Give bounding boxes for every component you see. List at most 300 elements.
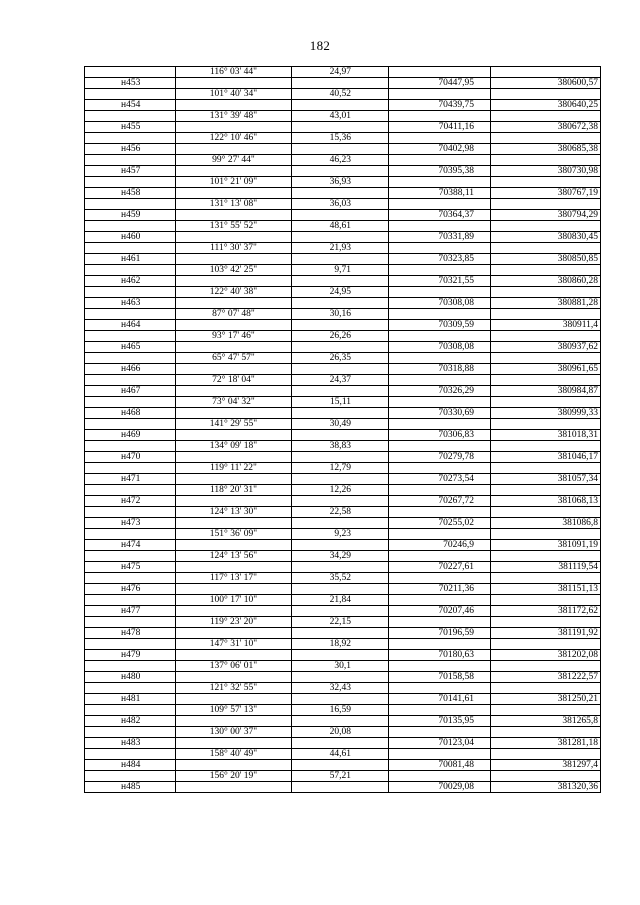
point-name-cell: н456 [85, 144, 176, 155]
point-row [85, 78, 601, 89]
point-name-cell: н484 [85, 760, 176, 771]
angle-cell-empty [176, 100, 292, 111]
angle-cell: 65° 47' 57" [176, 353, 292, 364]
point-name-cell: н454 [85, 100, 176, 111]
point-cell-empty [85, 529, 176, 540]
point-cell-empty [85, 683, 176, 694]
y-coordinate-cell: 381297,4 [491, 760, 601, 771]
y-cell-empty [491, 111, 601, 122]
angle-cell-empty [176, 782, 292, 793]
length-cell-empty [292, 782, 389, 793]
point-name-cell: н476 [85, 584, 176, 595]
x-coordinate-cell: 70331,89 [389, 232, 491, 243]
length-cell: 24,37 [292, 375, 389, 386]
y-coordinate-cell: 381151,13 [491, 584, 601, 595]
x-coordinate-cell: 70364,37 [389, 210, 491, 221]
x-cell-empty [389, 419, 491, 430]
x-cell-empty [389, 705, 491, 716]
angle-cell: 130° 00' 37" [176, 727, 292, 738]
length-cell: 22,15 [292, 617, 389, 628]
angle-cell: 134° 09' 18" [176, 441, 292, 452]
angle-cell-empty [176, 518, 292, 529]
x-coordinate-cell: 70279,78 [389, 452, 491, 463]
length-cell-empty [292, 210, 389, 221]
y-cell-empty [491, 265, 601, 276]
y-coordinate-cell: 381250,21 [491, 694, 601, 705]
angle-cell: 117° 13' 17" [176, 573, 292, 584]
angle-cell-empty [176, 122, 292, 133]
point-row [85, 694, 601, 705]
x-coordinate-cell: 70207,46 [389, 606, 491, 617]
y-cell-empty [491, 199, 601, 210]
y-cell-empty [491, 639, 601, 650]
segment-row [85, 353, 601, 364]
length-cell: 18,92 [292, 639, 389, 650]
x-cell-empty [389, 485, 491, 496]
point-row [85, 452, 601, 463]
point-name-cell: н463 [85, 298, 176, 309]
length-cell: 15,11 [292, 397, 389, 408]
x-coordinate-cell: 70135,95 [389, 716, 491, 727]
y-coordinate-cell: 380937,62 [491, 342, 601, 353]
segment-row [85, 331, 601, 342]
x-coordinate-cell: 70267,72 [389, 496, 491, 507]
angle-cell: 116° 03' 44" [176, 67, 292, 78]
length-cell-empty [292, 452, 389, 463]
y-coordinate-cell: 380961,65 [491, 364, 601, 375]
length-cell: 24,97 [292, 67, 389, 78]
length-cell-empty [292, 166, 389, 177]
y-coordinate-cell: 380984,87 [491, 386, 601, 397]
length-cell: 21,84 [292, 595, 389, 606]
angle-cell-empty [176, 452, 292, 463]
angle-cell: 121° 32' 55" [176, 683, 292, 694]
point-row [85, 584, 601, 595]
point-cell-empty [85, 67, 176, 78]
length-cell-empty [292, 562, 389, 573]
segment-row [85, 309, 601, 320]
angle-cell-empty [176, 672, 292, 683]
x-coordinate-cell: 70246,9 [389, 540, 491, 551]
angle-cell: 131° 55' 52" [176, 221, 292, 232]
angle-cell: 87° 07' 48" [176, 309, 292, 320]
point-cell-empty [85, 177, 176, 188]
segment-row [85, 595, 601, 606]
point-name-cell: н483 [85, 738, 176, 749]
x-cell-empty [389, 551, 491, 562]
length-cell: 12,26 [292, 485, 389, 496]
length-cell: 15,36 [292, 133, 389, 144]
x-cell-empty [389, 265, 491, 276]
y-cell-empty [491, 595, 601, 606]
x-coordinate-cell: 70255,02 [389, 518, 491, 529]
segment-row [85, 749, 601, 760]
segment-row [85, 133, 601, 144]
point-name-cell: н480 [85, 672, 176, 683]
y-cell-empty [491, 441, 601, 452]
x-coordinate-cell: 70158,58 [389, 672, 491, 683]
y-coordinate-cell: 380999,33 [491, 408, 601, 419]
length-cell: 30,1 [292, 661, 389, 672]
length-cell-empty [292, 672, 389, 683]
length-cell-empty [292, 628, 389, 639]
x-cell-empty [389, 463, 491, 474]
x-cell-empty [389, 111, 491, 122]
point-row [85, 408, 601, 419]
angle-cell-empty [176, 78, 292, 89]
angle-cell-empty [176, 628, 292, 639]
x-cell-empty [389, 771, 491, 782]
length-cell: 30,16 [292, 309, 389, 320]
point-row [85, 188, 601, 199]
length-cell: 44,61 [292, 749, 389, 760]
x-cell-empty [389, 353, 491, 364]
length-cell-empty [292, 298, 389, 309]
angle-cell: 93° 17' 46" [176, 331, 292, 342]
x-coordinate-cell: 70309,59 [389, 320, 491, 331]
y-cell-empty [491, 551, 601, 562]
length-cell-empty [292, 320, 389, 331]
y-cell-empty [491, 331, 601, 342]
length-cell-empty [292, 738, 389, 749]
y-coordinate-cell: 381018,31 [491, 430, 601, 441]
point-cell-empty [85, 727, 176, 738]
segment-row [85, 67, 601, 78]
segment-row [85, 155, 601, 166]
segment-row [85, 89, 601, 100]
angle-cell-empty [176, 760, 292, 771]
angle-cell: 151° 36' 09" [176, 529, 292, 540]
y-coordinate-cell: 381046,17 [491, 452, 601, 463]
y-coordinate-cell: 381086,8 [491, 518, 601, 529]
length-cell: 38,83 [292, 441, 389, 452]
length-cell-empty [292, 78, 389, 89]
point-name-cell: н461 [85, 254, 176, 265]
angle-cell-empty [176, 474, 292, 485]
point-name-cell: н453 [85, 78, 176, 89]
y-cell-empty [491, 771, 601, 782]
point-row [85, 100, 601, 111]
y-cell-empty [491, 485, 601, 496]
y-cell-empty [491, 287, 601, 298]
angle-cell-empty [176, 694, 292, 705]
point-row [85, 716, 601, 727]
length-cell-empty [292, 606, 389, 617]
angle-cell-empty [176, 386, 292, 397]
y-cell-empty [491, 463, 601, 474]
y-cell-empty [491, 133, 601, 144]
length-cell-empty [292, 364, 389, 375]
angle-cell: 147° 31' 10" [176, 639, 292, 650]
angle-cell-empty [176, 232, 292, 243]
y-coordinate-cell: 380730,98 [491, 166, 601, 177]
length-cell-empty [292, 408, 389, 419]
y-coordinate-cell: 381265,8 [491, 716, 601, 727]
angle-cell: 111° 30' 37" [176, 243, 292, 254]
x-coordinate-cell: 70439,75 [389, 100, 491, 111]
length-cell: 34,29 [292, 551, 389, 562]
point-name-cell: н462 [85, 276, 176, 287]
y-coordinate-cell: 380685,38 [491, 144, 601, 155]
x-cell-empty [389, 177, 491, 188]
x-coordinate-cell: 70330,69 [389, 408, 491, 419]
point-row [85, 166, 601, 177]
point-cell-empty [85, 507, 176, 518]
point-cell-empty [85, 331, 176, 342]
angle-cell: 119° 23' 20" [176, 617, 292, 628]
point-cell-empty [85, 199, 176, 210]
segment-row [85, 265, 601, 276]
angle-cell-empty [176, 408, 292, 419]
y-coordinate-cell: 381281,18 [491, 738, 601, 749]
angle-cell: 99° 27' 44" [176, 155, 292, 166]
length-cell-empty [292, 276, 389, 287]
y-cell-empty [491, 353, 601, 364]
x-coordinate-cell: 70323,85 [389, 254, 491, 265]
point-cell-empty [85, 155, 176, 166]
point-cell-empty [85, 551, 176, 562]
point-cell-empty [85, 243, 176, 254]
length-cell: 48,61 [292, 221, 389, 232]
x-cell-empty [389, 683, 491, 694]
x-coordinate-cell: 70308,08 [389, 342, 491, 353]
length-cell-empty [292, 540, 389, 551]
segment-row [85, 771, 601, 782]
point-row [85, 606, 601, 617]
length-cell-empty [292, 584, 389, 595]
x-coordinate-cell: 70447,95 [389, 78, 491, 89]
length-cell: 9,23 [292, 529, 389, 540]
x-cell-empty [389, 661, 491, 672]
y-cell-empty [491, 221, 601, 232]
x-coordinate-cell: 70326,29 [389, 386, 491, 397]
x-cell-empty [389, 639, 491, 650]
angle-cell-empty [176, 364, 292, 375]
point-cell-empty [85, 89, 176, 100]
point-name-cell: н468 [85, 408, 176, 419]
point-cell-empty [85, 441, 176, 452]
angle-cell-empty [176, 320, 292, 331]
angle-cell: 158° 40' 49" [176, 749, 292, 760]
angle-cell: 122° 10' 46" [176, 133, 292, 144]
x-coordinate-cell: 70196,59 [389, 628, 491, 639]
y-coordinate-cell: 381202,08 [491, 650, 601, 661]
x-coordinate-cell: 70141,61 [389, 694, 491, 705]
x-coordinate-cell: 70411,16 [389, 122, 491, 133]
point-cell-empty [85, 111, 176, 122]
y-coordinate-cell: 381091,19 [491, 540, 601, 551]
length-cell: 20,08 [292, 727, 389, 738]
angle-cell-empty [176, 562, 292, 573]
angle-cell: 73° 04' 32" [176, 397, 292, 408]
length-cell-empty [292, 386, 389, 397]
angle-cell-empty [176, 606, 292, 617]
x-cell-empty [389, 67, 491, 78]
point-name-cell: н485 [85, 782, 176, 793]
x-cell-empty [389, 221, 491, 232]
x-cell-empty [389, 595, 491, 606]
point-cell-empty [85, 639, 176, 650]
point-cell-empty [85, 595, 176, 606]
segment-row [85, 573, 601, 584]
x-coordinate-cell: 70318,88 [389, 364, 491, 375]
segment-row [85, 661, 601, 672]
angle-cell: 103° 42' 25" [176, 265, 292, 276]
y-cell-empty [491, 661, 601, 672]
y-coordinate-cell: 381320,36 [491, 782, 601, 793]
length-cell: 22,58 [292, 507, 389, 518]
x-coordinate-cell: 70395,38 [389, 166, 491, 177]
point-cell-empty [85, 705, 176, 716]
point-name-cell: н471 [85, 474, 176, 485]
x-cell-empty [389, 243, 491, 254]
segment-row [85, 243, 601, 254]
length-cell: 16,59 [292, 705, 389, 716]
point-cell-empty [85, 573, 176, 584]
point-row [85, 562, 601, 573]
point-row [85, 122, 601, 133]
length-cell: 36,93 [292, 177, 389, 188]
x-coordinate-cell: 70402,98 [389, 144, 491, 155]
point-row [85, 276, 601, 287]
point-row [85, 650, 601, 661]
x-cell-empty [389, 573, 491, 584]
point-row [85, 210, 601, 221]
point-cell-empty [85, 771, 176, 782]
x-coordinate-cell: 70123,04 [389, 738, 491, 749]
length-cell-empty [292, 518, 389, 529]
angle-cell-empty [176, 342, 292, 353]
point-row [85, 342, 601, 353]
y-coordinate-cell: 380794,29 [491, 210, 601, 221]
point-row [85, 540, 601, 551]
y-cell-empty [491, 309, 601, 320]
angle-cell: 122° 40' 38" [176, 287, 292, 298]
point-cell-empty [85, 353, 176, 364]
y-cell-empty [491, 683, 601, 694]
length-cell-empty [292, 144, 389, 155]
segment-row [85, 529, 601, 540]
point-cell-empty [85, 749, 176, 760]
length-cell-empty [292, 342, 389, 353]
y-coordinate-cell: 380600,57 [491, 78, 601, 89]
x-coordinate-cell: 70081,48 [389, 760, 491, 771]
point-row [85, 254, 601, 265]
y-cell-empty [491, 617, 601, 628]
point-row [85, 430, 601, 441]
angle-cell: 131° 39' 48" [176, 111, 292, 122]
point-name-cell: н455 [85, 122, 176, 133]
length-cell-empty [292, 122, 389, 133]
angle-cell-empty [176, 496, 292, 507]
segment-row [85, 727, 601, 738]
point-name-cell: н473 [85, 518, 176, 529]
length-cell-empty [292, 100, 389, 111]
y-cell-empty [491, 89, 601, 100]
point-cell-empty [85, 287, 176, 298]
point-row [85, 364, 601, 375]
y-coordinate-cell: 381172,62 [491, 606, 601, 617]
y-cell-empty [491, 375, 601, 386]
y-coordinate-cell: 381191,92 [491, 628, 601, 639]
x-coordinate-cell: 70321,55 [389, 276, 491, 287]
length-cell: 26,35 [292, 353, 389, 364]
point-row [85, 782, 601, 793]
point-name-cell: н474 [85, 540, 176, 551]
length-cell-empty [292, 188, 389, 199]
angle-cell-empty [176, 738, 292, 749]
x-cell-empty [389, 89, 491, 100]
length-cell: 12,79 [292, 463, 389, 474]
y-cell-empty [491, 419, 601, 430]
x-cell-empty [389, 287, 491, 298]
segment-row [85, 551, 601, 562]
x-coordinate-cell: 70211,36 [389, 584, 491, 595]
length-cell: 43,01 [292, 111, 389, 122]
y-cell-empty [491, 155, 601, 166]
point-row [85, 518, 601, 529]
angle-cell-empty [176, 650, 292, 661]
x-cell-empty [389, 727, 491, 738]
y-coordinate-cell: 380911,4 [491, 320, 601, 331]
point-row [85, 738, 601, 749]
y-coordinate-cell: 380850,85 [491, 254, 601, 265]
point-cell-empty [85, 375, 176, 386]
angle-cell: 101° 21' 09" [176, 177, 292, 188]
y-cell-empty [491, 573, 601, 584]
x-cell-empty [389, 507, 491, 518]
segment-row [85, 705, 601, 716]
segment-row [85, 507, 601, 518]
x-coordinate-cell: 70180,63 [389, 650, 491, 661]
angle-cell-empty [176, 166, 292, 177]
page-number: 182 [309, 38, 331, 53]
point-name-cell: н470 [85, 452, 176, 463]
point-name-cell: н464 [85, 320, 176, 331]
angle-cell: 101° 40' 34" [176, 89, 292, 100]
point-cell-empty [85, 419, 176, 430]
point-name-cell: н481 [85, 694, 176, 705]
point-cell-empty [85, 221, 176, 232]
y-coordinate-cell: 380881,28 [491, 298, 601, 309]
length-cell: 57,21 [292, 771, 389, 782]
point-name-cell: н472 [85, 496, 176, 507]
x-cell-empty [389, 133, 491, 144]
point-row [85, 232, 601, 243]
point-cell-empty [85, 309, 176, 320]
y-coordinate-cell: 381119,54 [491, 562, 601, 573]
length-cell-empty [292, 254, 389, 265]
y-cell-empty [491, 243, 601, 254]
segment-row [85, 111, 601, 122]
length-cell: 32,43 [292, 683, 389, 694]
length-cell-empty [292, 760, 389, 771]
length-cell-empty [292, 430, 389, 441]
angle-cell: 156° 20' 19" [176, 771, 292, 782]
angle-cell-empty [176, 430, 292, 441]
point-row [85, 320, 601, 331]
angle-cell-empty [176, 188, 292, 199]
point-row [85, 628, 601, 639]
length-cell: 46,23 [292, 155, 389, 166]
point-name-cell: н479 [85, 650, 176, 661]
angle-cell-empty [176, 210, 292, 221]
point-cell-empty [85, 485, 176, 496]
point-name-cell: н478 [85, 628, 176, 639]
x-coordinate-cell: 70273,54 [389, 474, 491, 485]
point-row [85, 672, 601, 683]
angle-cell-empty [176, 298, 292, 309]
